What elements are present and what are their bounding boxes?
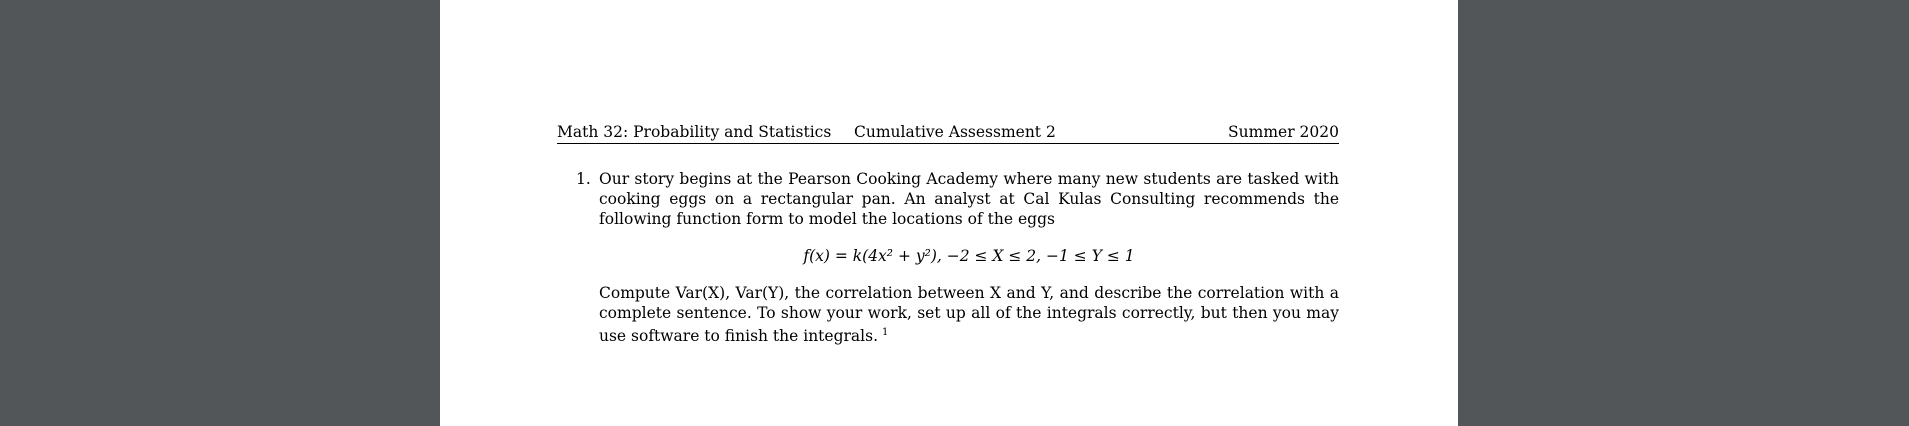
problem-task [599,283,1339,346]
problem-intro: Our story begins at the Pearson Cooking Academy where many new students are tasked with cooking eggs on a rectangular pan. An analyst at Cal Kulas Consulting recommends the following function form to model the locations of the eggs [599,170,1339,228]
problem-body [599,169,1339,346]
page-header [557,121,1339,144]
problem-task-text: Compute Var(X), Var(Y), the correlation between X and Y, and describe the correlation with a complete sentence. To show your work, set up all of the integrals correctly, but then you may use software to finish the integrals. [599,284,1339,346]
term-label: Summer 2020 [1228,123,1339,141]
assessment-title: Cumulative Assessment 2 [854,123,1056,141]
problem-1 [557,169,1339,346]
density-formula: f(x) = k(4x² + y²), −2 ≤ X ≤ 2, −1 ≤ Y ≤ 1 [803,247,1135,265]
problem-number: 1. [576,170,591,188]
course-title: Math 32: Probability and Statistics [557,123,832,141]
document-page [440,0,1458,426]
footnote-mark[interactable]: 1 [882,327,889,338]
